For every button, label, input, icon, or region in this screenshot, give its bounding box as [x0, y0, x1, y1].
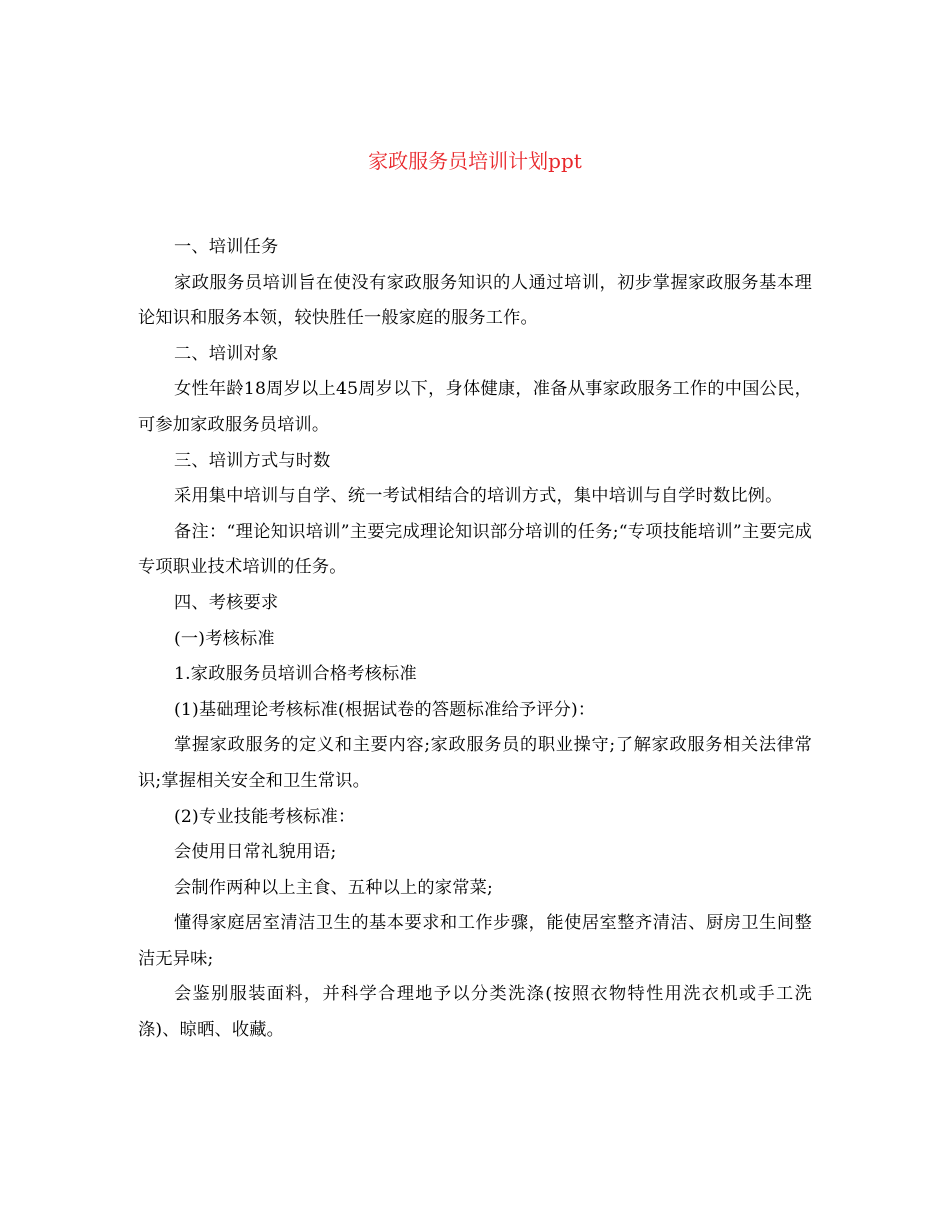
list-item-courtesy: 会使用日常礼貌用语; — [174, 842, 337, 863]
subheading-qualified-standard: 1.家政服务员培训合格考核标准 — [174, 664, 417, 685]
paragraph-target: 女性年龄18周岁以上45周岁以下，身体健康，准备从事家政服务工作的中国公民，可参加家政服务员培训。 — [138, 379, 812, 435]
subheading-standard: (一)考核标准 — [174, 628, 275, 649]
section-heading-target: 二、培训对象 — [174, 343, 279, 364]
paragraph-theory-standard: 掌握家政服务的定义和主要内容;家政服务员的职业操守;了解家政服务相关法律常识;掌握相关安全和卫生常识。 — [138, 735, 812, 791]
paragraph-task: 家政服务员培训旨在使没有家政服务知识的人通过培训，初步掌握家政服务基本理论知识和服务本领，较快胜任一般家庭的服务工作。 — [138, 272, 812, 329]
section-heading-task: 一、培训任务 — [174, 237, 279, 257]
paragraph-method: 采用集中培训与自学、统一考试相结合的培训方式，集中培训与自学时数比例。 — [174, 486, 783, 507]
section-heading-method: 三、培训方式与时数 — [174, 450, 331, 471]
document-body — [138, 230, 812, 1049]
subheading-theory-standard: (1)基础理论考核标准(根据试卷的答题标准给予评分)： — [174, 699, 596, 720]
subheading-skill-standard: (2)专业技能考核标准： — [174, 806, 356, 827]
list-item-laundry: 会鉴别服装面料，并科学合理地予以分类洗涤(按照衣物特性用洗衣机或手工洗涤)、晾晒、收藏。 — [138, 984, 812, 1041]
list-item-cooking: 会制作两种以上主食、五种以上的家常菜; — [174, 877, 493, 898]
paragraph-note: 备注：“理论知识培训”主要完成理论知识部分培训的任务;“专项技能培训”主要完成专项职业技术培训的任务。 — [138, 521, 812, 578]
section-heading-assessment: 四、考核要求 — [174, 592, 279, 613]
document-title: 家政服务员培训计划ppt — [368, 149, 582, 173]
list-item-cleaning: 懂得家庭居室清洁卫生的基本要求和工作步骤，能使居室整齐清洁、厨房卫生间整洁无异味; — [138, 913, 812, 969]
